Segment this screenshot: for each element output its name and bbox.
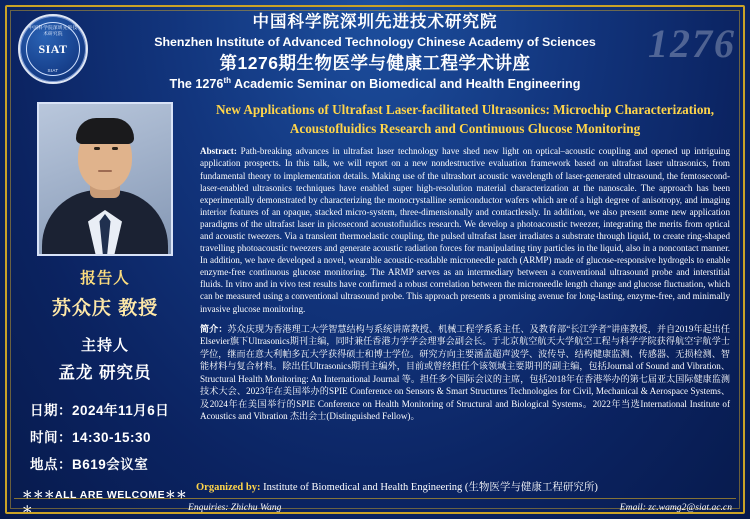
speaker-column xyxy=(20,98,190,517)
seminar-series-en xyxy=(76,76,674,93)
event-details xyxy=(20,399,190,473)
event-time xyxy=(30,426,190,446)
seal-label: SIAT xyxy=(38,41,68,56)
seal-ring-top-text: 中国科学院深圳先进技术研究院 xyxy=(28,25,78,36)
event-time-label: 时间： xyxy=(30,430,72,446)
seal-inner xyxy=(26,22,80,76)
organized-by xyxy=(14,479,736,494)
bio-label: 简介： xyxy=(200,323,228,334)
email-text[interactable]: Email: zc.wamg2@siat.ac.cn xyxy=(619,502,732,513)
speaker-role-label: 报告人 xyxy=(80,270,130,288)
event-place-label: 地点： xyxy=(30,457,72,473)
series-en-pre: The 1276 xyxy=(169,76,224,91)
organized-by-label: Organized by: xyxy=(196,482,261,493)
event-place-value: B619会议室 xyxy=(72,457,149,473)
poster-footer xyxy=(14,479,736,513)
seal-ring-bottom-text: SIAT xyxy=(47,68,59,73)
organized-by-value: Institute of Biomedical and Health Engineering (生物医学与健康工程研究所) xyxy=(263,482,598,493)
photo-eye-left xyxy=(94,147,100,150)
speaker-name: 苏众庆 教授 xyxy=(51,298,159,320)
poster-body xyxy=(6,96,744,517)
footer-contacts xyxy=(14,498,736,513)
organization-name-en: Shenzhen Institute of Advanced Technology Chinese Academy of Sciences xyxy=(154,34,596,49)
photo-hair xyxy=(76,118,134,144)
series-en-post: Academic Seminar on Biomedical and Health Engineering xyxy=(231,76,581,91)
poster-header xyxy=(6,6,744,96)
photo-mouth xyxy=(98,170,112,172)
abstract-section xyxy=(200,145,730,314)
content-column xyxy=(200,98,730,517)
event-place xyxy=(30,453,190,473)
abstract-label: Abstract: xyxy=(200,146,237,157)
bio-text: 苏众庆现为香港理工大学智慧结构与系统讲席教授、机械工程学系系主任、及教育部“长江学者”讲座教授，并自2019年起出任Elsevier旗下Ultrasonics期刊主编，同时兼任香港力学学会理事会副会长。于北京航空航天大学航空工程与科学学院获得航空宇航学士学位，继而在意大利帕多瓦大学获得硕士和博士学位。研究方向主要涵盖超声波学、波传导、结构健康监测、传感器、无损检测、智能材料与复合材料。除出任Ultrasonics期刊主编外，目前或曾经担任个该领域主要期刊的副主编，包括Journal of Sound and Vibration、 Structural Health Monitoring: An International Journal 等。担任多个国际会议的主席，包括2018年在香港举办的第七届亚太国际健康监测技术大会、2023年在美国举办的SPIE Conference on Sensors & Smart Structures Technologies for Civil, Mechanical & Aerospace Systems、及2024年在美国举行的SPIE Conference on Health Monitoring of Structural and Biological Systems。2022年当选International Institute of Acoustics and Vibration 杰出会士(Distinguished Fellow)。 xyxy=(200,323,730,422)
enquiries-text: Enquiries: Zhichu Wang xyxy=(188,502,282,513)
abstract-text: Path-breaking advances in ultrafast laser technology have shed new light on optical–acoustic coupling and opened up intriguing application prospects. In this talk, we will report on a new nondestructive evaluation framework based on ultrafast laser ultrasonics, from fundamental theory to implementation details. Making use of the ultrashort acoustic wavelength of laser-generated ultrasound, the femtosecond-laser-enabled ultrasonics techniques have enabled super high-resolution material characterization at the nanoscale. The approach has been experimentally demonstrated by characterizing the monocrystalline semiconductor wafers which are of a high degree of anisotropy, and imaging interior features of an opaque, stacked micro-system, three-dimensionally and contactlessly. In addition, we also present some new application paradigms of the ultrafast laser in picosecond acoustofluidics research. We develop a photoacoustic tweezer, integrating the merits from optical and acoustic tweezers. Via a transient thermoelastic coupling, the pulsed ultrafast laser irradiates a substrate through liquid, to create ring-shaped travelling photoacoustic tweezers and generate acoustic radiation forces for manipulating tiny particles in the liquid, also in a noncontact manner. In addition, we have developed a novel, wearable acoustic-readable microneedle patch (ARMP) made of glucose-responsive hydrogels to enable enzyme-free continuous glucose monitoring. The ARMP serves as an intermediary between a conventional ultrasound probe and interstitial fluids. In vitro and in vivo test results have confirmed a robust correlation between the microneedle length change and glucose fluctuation, which can be measured using a conventional ultrasound probe. This approach presents a promising avenue for long-lasting, enzyme-free, and minimally invasive glucose monitoring. xyxy=(200,146,730,314)
issue-number: 1276 xyxy=(648,21,736,66)
speaker-photo xyxy=(37,102,173,256)
seminar-series-cn: 第1276期生物医学与健康工程学术讲座 xyxy=(219,52,531,73)
talk-title: New Applications of Ultrafast Laser-facilitated Ultrasonics: Microchip Characterization, Acoustofluidics Research and Continuous Glucose Monitoring xyxy=(215,102,715,137)
photo-eye-right xyxy=(112,147,118,150)
welcome-note: ＊＊＊ALL ARE WELCOME＊＊＊ xyxy=(22,489,188,517)
event-date-value: 2024年11月6日 xyxy=(72,403,170,419)
host-name: 孟龙 研究员 xyxy=(58,364,152,383)
bio-section xyxy=(200,323,730,423)
organization-name-cn: 中国科学院深圳先进技术研究院 xyxy=(252,13,498,31)
institute-seal-icon xyxy=(18,14,88,84)
event-date-label: 日期： xyxy=(30,403,72,419)
series-en-sup: th xyxy=(223,75,231,85)
host-role-label: 主持人 xyxy=(80,337,129,355)
event-time-value: 14:30-15:30 xyxy=(72,430,152,446)
event-date xyxy=(30,399,190,419)
